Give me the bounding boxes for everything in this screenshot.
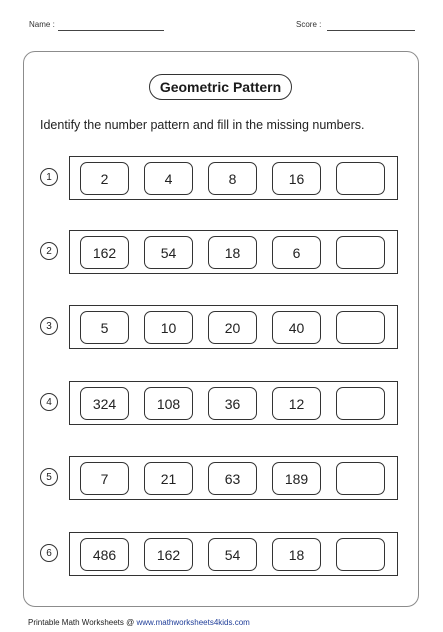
- problem-row: [0, 381, 443, 425]
- name-field[interactable]: [58, 30, 164, 31]
- pattern-cell: 54: [208, 538, 257, 571]
- footer-link[interactable]: www.mathworksheets4kids.com: [136, 618, 250, 627]
- pattern-cell: 63: [208, 462, 257, 495]
- problem-number: 5: [40, 468, 58, 486]
- problem-number: 6: [40, 544, 58, 562]
- pattern-cell: 108: [144, 387, 193, 420]
- problem-number: 4: [40, 393, 58, 411]
- pattern-cell: 486: [80, 538, 129, 571]
- answer-box[interactable]: [336, 162, 385, 195]
- pattern-cell: 162: [144, 538, 193, 571]
- pattern-cell: 12: [272, 387, 321, 420]
- pattern-cell: 20: [208, 311, 257, 344]
- problem-row: [0, 156, 443, 200]
- problem-number: 3: [40, 317, 58, 335]
- answer-box[interactable]: [336, 311, 385, 344]
- pattern-cell: 7: [80, 462, 129, 495]
- problem-number: 2: [40, 242, 58, 260]
- pattern-cell: 40: [272, 311, 321, 344]
- pattern-cell: 5: [80, 311, 129, 344]
- pattern-cell: 162: [80, 236, 129, 269]
- pattern-cell: 18: [272, 538, 321, 571]
- problem-row: [0, 230, 443, 274]
- pattern-cell: 54: [144, 236, 193, 269]
- pattern-cell: 324: [80, 387, 129, 420]
- score-field[interactable]: [327, 30, 415, 31]
- pattern-cell: 16: [272, 162, 321, 195]
- pattern-cell: 36: [208, 387, 257, 420]
- pattern-cell: 4: [144, 162, 193, 195]
- answer-box[interactable]: [336, 236, 385, 269]
- pattern-cell: 6: [272, 236, 321, 269]
- worksheet-title-text: Geometric Pattern: [159, 79, 282, 95]
- problem-row: [0, 305, 443, 349]
- instruction-text: Identify the number pattern and fill in the missing numbers.: [40, 118, 365, 132]
- pattern-cell: 8: [208, 162, 257, 195]
- answer-box[interactable]: [336, 538, 385, 571]
- problem-number: 1: [40, 168, 58, 186]
- pattern-cell: 10: [144, 311, 193, 344]
- problem-row: [0, 532, 443, 576]
- footer: [28, 618, 250, 627]
- pattern-cell: 2: [80, 162, 129, 195]
- score-label: Score :: [296, 20, 322, 29]
- problem-row: [0, 456, 443, 500]
- footer-text: Printable Math Worksheets @: [28, 618, 137, 627]
- answer-box[interactable]: [336, 387, 385, 420]
- pattern-cell: 18: [208, 236, 257, 269]
- pattern-cell: 189: [272, 462, 321, 495]
- name-label: Name :: [29, 20, 55, 29]
- worksheet-title: [149, 74, 292, 100]
- answer-box[interactable]: [336, 462, 385, 495]
- pattern-cell: 21: [144, 462, 193, 495]
